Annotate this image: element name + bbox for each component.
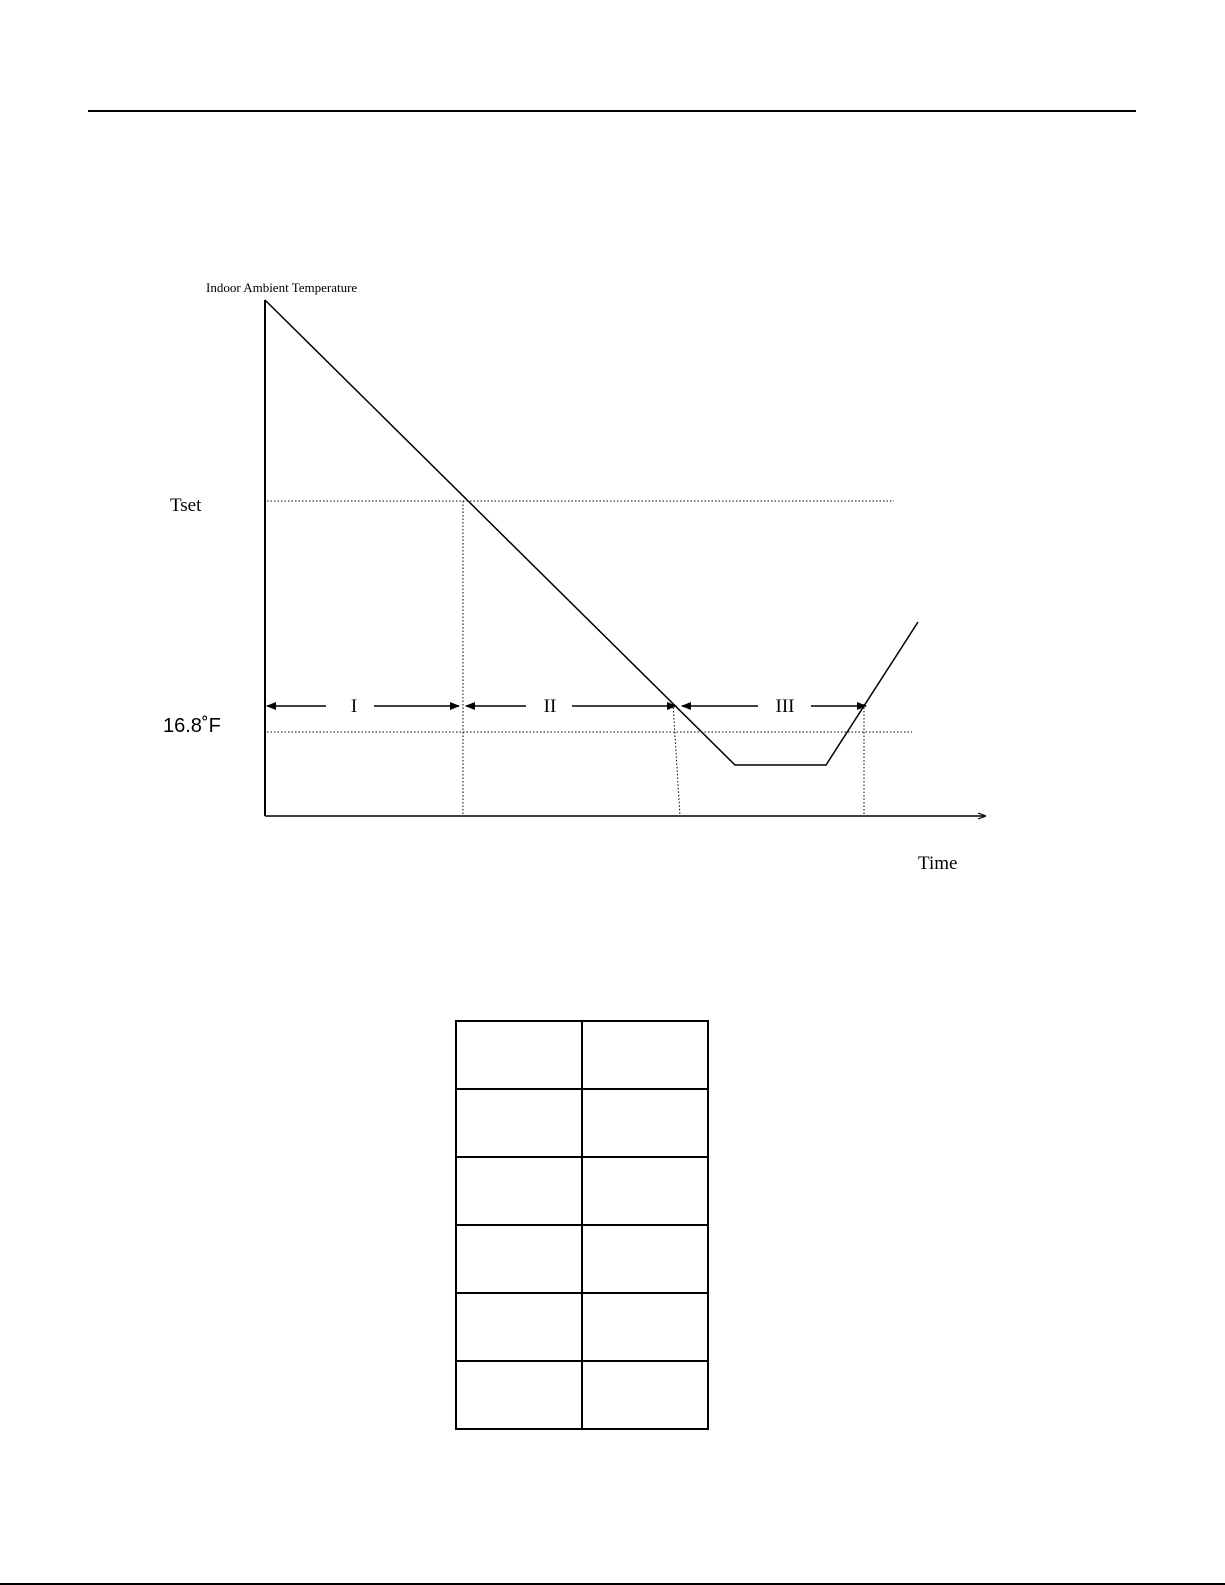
tset-label: Tset (170, 495, 202, 516)
table-cell (582, 1157, 708, 1225)
x-axis-label: Time (918, 853, 958, 874)
table-row (456, 1225, 708, 1293)
table-cell (582, 1361, 708, 1429)
zone-1-label: I (350, 696, 358, 717)
table-cell (456, 1293, 582, 1361)
table-cell (456, 1089, 582, 1157)
zone-3-label: III (775, 696, 795, 717)
low-temp-label: 16.8˚F (163, 715, 221, 737)
table-cell (582, 1021, 708, 1089)
table-row (456, 1021, 708, 1089)
table-cell (456, 1225, 582, 1293)
table-cell (582, 1293, 708, 1361)
zone-boundary-2 (673, 704, 680, 816)
table-cell (456, 1361, 582, 1429)
blank-table (455, 1020, 709, 1430)
table-row (456, 1361, 708, 1429)
table-cell (582, 1089, 708, 1157)
y-axis-label: Indoor Ambient Temperature (206, 280, 358, 295)
table-row (456, 1293, 708, 1361)
table-cell (582, 1225, 708, 1293)
table-cell (456, 1157, 582, 1225)
table-cell (456, 1021, 582, 1089)
table-row (456, 1157, 708, 1225)
temperature-curve (265, 300, 918, 765)
zone-2-label: II (543, 696, 557, 717)
table-row (456, 1089, 708, 1157)
